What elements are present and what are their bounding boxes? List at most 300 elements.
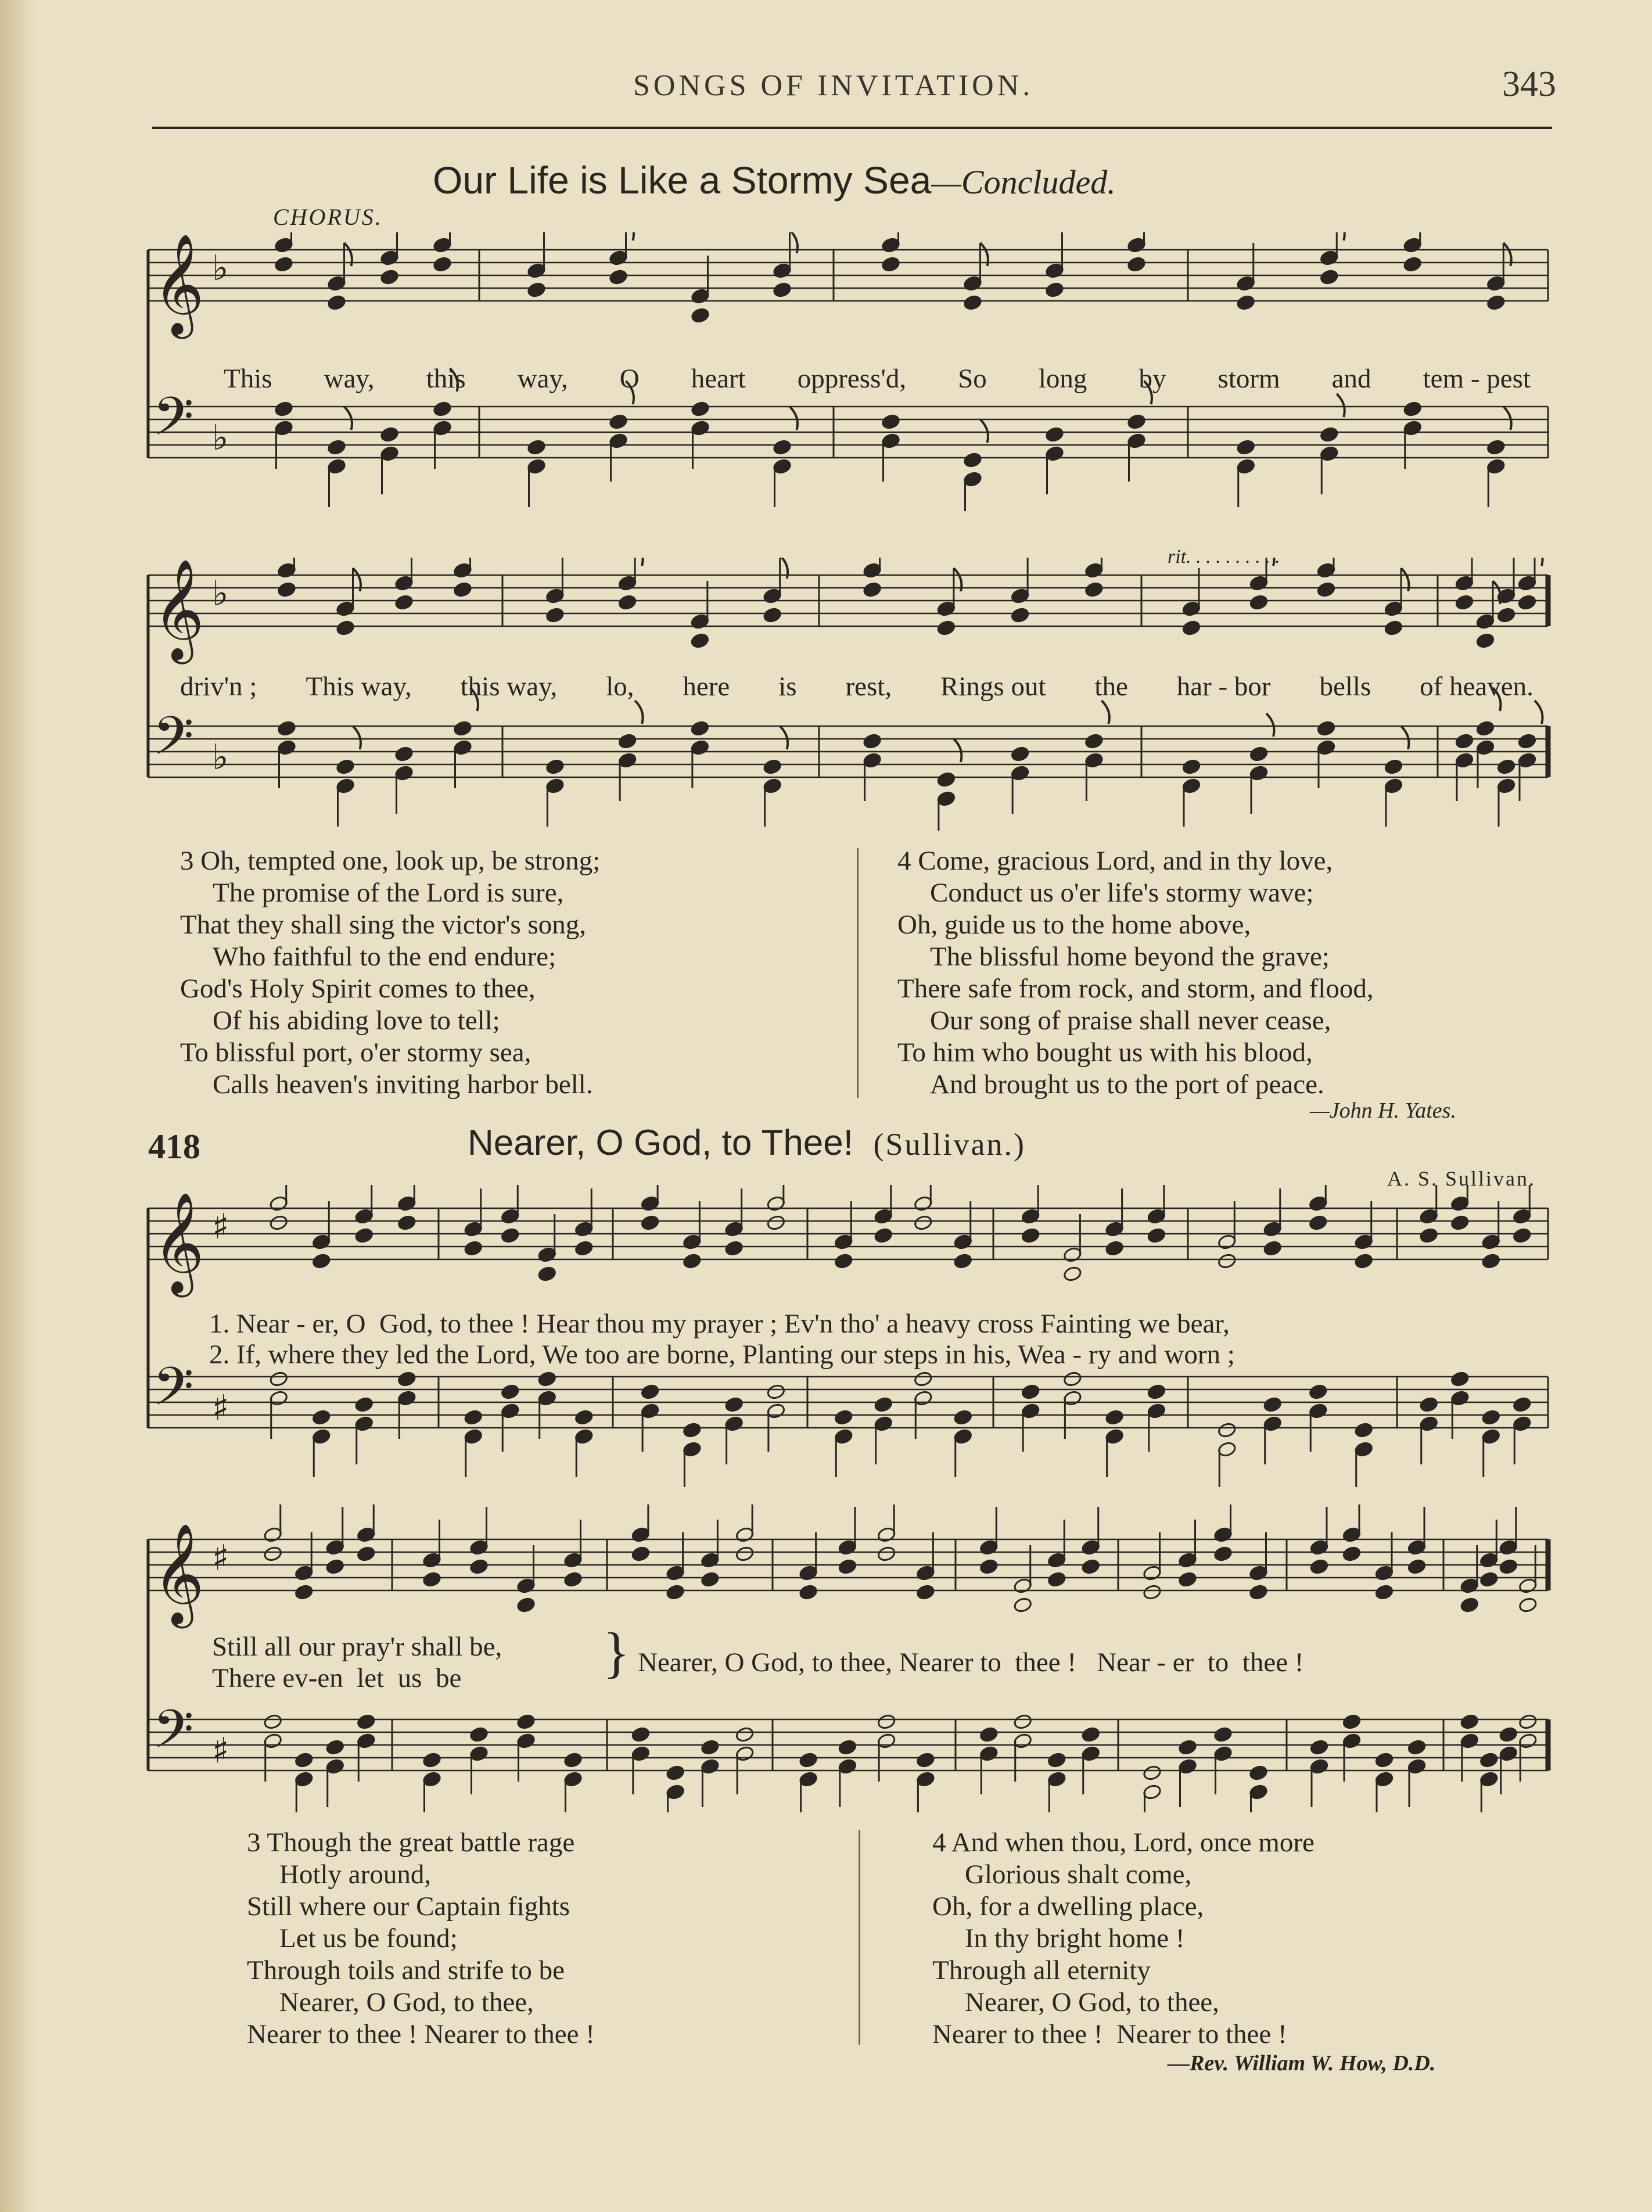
note-flag [344, 407, 353, 430]
hymn2-line-1: 1. Near - er, O God, to thee ! Hear thou my prayer ; Ev'n tho' a heavy cross Fainting we bear, [209, 1309, 1230, 1339]
hymn1-verse-3 [180, 845, 600, 1101]
hymn1-title: Our Life is Like a Stormy Sea—Concluded. [433, 159, 1116, 202]
hymn2-line-2: 2. If, where they led the Lord, We too are borne, Planting our steps in his, Wea - ry and worn ; [209, 1340, 1235, 1370]
note-head [1316, 581, 1335, 598]
note-head [735, 1546, 755, 1562]
note-head [1481, 1409, 1500, 1425]
note-head [1496, 607, 1515, 623]
note-flag [780, 726, 788, 749]
note-head [1105, 1240, 1124, 1256]
note-head [1374, 1584, 1394, 1600]
note-head [979, 1559, 999, 1575]
note-flag [981, 419, 989, 443]
note-flag [1337, 232, 1345, 240]
note-head [325, 1739, 344, 1755]
note-head [453, 581, 472, 598]
treble-clef-icon: 𝄞 [153, 1523, 204, 1624]
note-head [563, 1571, 583, 1588]
note-head [394, 746, 414, 762]
note-head [469, 1726, 489, 1743]
note-head [545, 607, 565, 623]
note-head [1143, 1765, 1162, 1781]
note-head [683, 1422, 702, 1438]
note-flag [954, 739, 962, 762]
hymn1-verse3-line: The promise of the Lord is sure, [213, 878, 564, 908]
note-head [1063, 1266, 1082, 1282]
lyric-syllable: bells [1319, 672, 1371, 702]
hymn2-verse4-line: Nearer to thee ! Nearer to thee ! [932, 2019, 1287, 2049]
hymn1-verse3-line: Of his abiding love to tell; [213, 1006, 500, 1036]
page-edge [0, 0, 35, 2212]
note-head [877, 1714, 896, 1730]
hymn2-verse4-line: Through all eternity [932, 1955, 1151, 1985]
note-head [1011, 607, 1030, 623]
note-head [1218, 1422, 1237, 1438]
note-head [916, 1752, 935, 1768]
note-head [1316, 720, 1335, 737]
note-head [799, 1584, 818, 1600]
note-flag [790, 407, 798, 430]
chorus-label: CHORUS. [273, 204, 383, 230]
hymn2-verse3-line: Through toils and strife to be [247, 1955, 565, 1985]
note-head [397, 1215, 416, 1231]
note-head [574, 1240, 594, 1256]
note-head [1479, 1752, 1499, 1768]
note-head [1181, 620, 1201, 636]
note-head [1081, 1559, 1100, 1575]
flat-icon: ♭ [212, 573, 229, 614]
hymn1-verse3-line: God's Holy Spirit comes to thee, [180, 974, 536, 1004]
note-head [701, 1739, 720, 1755]
note-head [1181, 759, 1201, 775]
note-head [1384, 759, 1403, 775]
note-head [724, 1396, 744, 1413]
note-head [277, 720, 296, 737]
note-head [618, 594, 637, 611]
note-head [1013, 1597, 1032, 1613]
note-head [1147, 1227, 1166, 1244]
note-head [618, 733, 637, 749]
note-head [1249, 1584, 1268, 1600]
flat-icon: ♭ [212, 418, 229, 458]
note-head [269, 1215, 288, 1231]
note-head [724, 1240, 744, 1256]
note-head [1475, 720, 1495, 737]
note-head [357, 1546, 376, 1562]
note-head [799, 1752, 818, 1768]
hymn2-title: Nearer, O God, to Thee! (Sullivan.) [468, 1123, 1026, 1163]
note-head [1045, 282, 1064, 298]
lyric-syllable: this way, [460, 672, 558, 702]
note-head [1460, 1597, 1479, 1613]
note-head [1263, 1396, 1282, 1413]
treble-clef-icon: 𝄞 [153, 234, 204, 335]
note-head [394, 594, 414, 611]
note-flag [635, 558, 643, 566]
refrain-line-c: Nearer, O God, to thee, Nearer to thee ! Near - er to thee ! [638, 1647, 1304, 1678]
note-head [1249, 594, 1268, 611]
note-head [1047, 1571, 1066, 1588]
note-head [274, 256, 293, 272]
note-head [936, 771, 956, 788]
note-head [516, 1597, 536, 1613]
note-head [874, 1396, 893, 1413]
note-head [916, 1584, 935, 1600]
hymn1-verse4-line: And brought us to the port of peace. [930, 1069, 1324, 1100]
note-head [1419, 1396, 1438, 1413]
flat-icon: ♭ [212, 737, 229, 778]
lyric-syllable: heart [691, 364, 746, 394]
note-head [545, 759, 565, 775]
bass-clef-icon: 𝄢 [153, 1699, 194, 1773]
note-head [1460, 1714, 1479, 1730]
note-head [380, 426, 399, 443]
note-head [609, 414, 628, 430]
hymn1-verse4-line: Conduct us o'er life's stormy wave; [930, 878, 1314, 908]
note-head [863, 733, 882, 749]
note-head [1309, 1739, 1328, 1755]
hymn1-verse4-line: There safe from rock, and storm, and flood, [897, 974, 1374, 1004]
note-head [422, 1752, 441, 1768]
lyric-syllable: This [224, 364, 272, 394]
page-number: 343 [1502, 64, 1556, 104]
note-head [574, 1409, 594, 1425]
note-head [1486, 295, 1506, 311]
note-head [327, 439, 346, 455]
lyric-brace: } [603, 1621, 630, 1683]
lyric-syllable: long [1038, 364, 1087, 394]
hymn1-verse4-line: 4 Come, gracious Lord, and in thy love, [897, 846, 1333, 876]
note-head [1513, 1227, 1532, 1244]
hymn1-verse4-line: The blissful home beyond the grave; [930, 942, 1330, 972]
note-head [1486, 439, 1506, 455]
note-head [357, 1714, 376, 1730]
hymn2-verse4-line: 4 And when thou, Lord, once more [932, 1827, 1315, 1858]
note-head [1499, 1726, 1518, 1743]
note-head [433, 401, 452, 417]
hymn2-verse3-line: Still where our Captain fights [247, 1891, 570, 1922]
note-head [1407, 1739, 1426, 1755]
note-head [1263, 1240, 1282, 1256]
note-head [516, 1714, 536, 1730]
note-head [881, 414, 900, 430]
note-head [666, 1765, 685, 1781]
note-head [1178, 1571, 1197, 1588]
note-head [1213, 1546, 1233, 1562]
note-flag [635, 701, 643, 724]
note-head [936, 620, 956, 636]
note-head [336, 620, 355, 636]
note-head [1384, 620, 1403, 636]
note-head [537, 1371, 556, 1387]
note-head [453, 720, 472, 737]
note-head [501, 1227, 520, 1244]
note-head [609, 269, 628, 285]
hymn1-verse3-line: To blissful port, o'er stormy sea, [180, 1037, 531, 1068]
hymn1-author: —John H. Yates. [1310, 1098, 1456, 1123]
note-head [1403, 256, 1422, 272]
note-head [263, 1714, 282, 1730]
hymn1-verse3-line: That they shall sing the victor's song, [180, 910, 587, 940]
note-head [631, 1546, 650, 1562]
note-head [766, 1215, 785, 1231]
hymn1-system2-lyrics [180, 671, 1534, 702]
note-head [1249, 746, 1268, 762]
note-head [834, 1409, 853, 1425]
lyric-syllable: rest, [845, 672, 892, 702]
note-head [1342, 1546, 1361, 1562]
hymn2-verse4-line: Glorious shalt come, [965, 1859, 1192, 1890]
note-head [1178, 1739, 1197, 1755]
note-head [1455, 733, 1474, 749]
hymn1-verse3-line: Who faithful to the end endure; [213, 942, 556, 972]
note-head [1419, 1227, 1438, 1244]
note-head [834, 1253, 853, 1269]
hymn2-verse4-line: Oh, for a dwelling place, [932, 1891, 1204, 1922]
note-head [877, 1546, 896, 1562]
note-head [1249, 1765, 1268, 1781]
note-flag [1401, 726, 1409, 749]
note-head [1518, 1597, 1538, 1613]
note-flag [1101, 701, 1109, 724]
note-head [1236, 295, 1255, 311]
note-head [690, 720, 709, 737]
hymn2-verse3-line: Nearer to thee ! Nearer to thee ! [247, 2019, 595, 2049]
note-head [773, 439, 792, 455]
note-head [464, 1409, 483, 1425]
lyric-syllable: is [778, 672, 797, 702]
note-head [1342, 1714, 1361, 1730]
note-head [1105, 1409, 1124, 1425]
verse-divider-2 [859, 1830, 860, 2045]
hymn2-verse3-line: Let us be found; [279, 1923, 458, 1954]
note-head [914, 1215, 933, 1231]
note-head [838, 1559, 857, 1575]
note-head [1517, 733, 1536, 749]
lyric-syllable: har - bor [1176, 672, 1271, 702]
note-head [1450, 1371, 1470, 1387]
note-head [1084, 733, 1104, 749]
note-head [979, 1726, 999, 1743]
note-head [1081, 1726, 1100, 1743]
note-head [1213, 1726, 1233, 1743]
note-head [1320, 269, 1339, 285]
note-flag [1337, 394, 1345, 417]
note-head [354, 1227, 374, 1244]
hymn2-verse-3 [247, 1827, 595, 2051]
note-head [1354, 1422, 1373, 1438]
note-head [1475, 633, 1495, 649]
note-head [433, 256, 452, 272]
lyric-syllable: here [683, 672, 730, 702]
note-head [1013, 1714, 1032, 1730]
note-head [631, 1726, 650, 1743]
hymn2-verse3-line: Nearer, O God, to thee, [279, 1987, 534, 2017]
note-head [295, 1752, 314, 1768]
hymn2-author: —Rev. William W. How, D.D. [1168, 2051, 1436, 2075]
note-head [1047, 1752, 1066, 1768]
note-head [963, 295, 982, 311]
hymn2-verse3-line: Hotly around, [279, 1859, 432, 1890]
note-head [274, 401, 293, 417]
note-head [1045, 426, 1064, 443]
sharp-icon: ♯ [212, 1538, 229, 1578]
verse-divider [857, 848, 859, 1098]
note-head [325, 1559, 344, 1575]
note-head [1479, 1571, 1499, 1588]
note-head [277, 581, 296, 598]
lyric-syllable: Rings out [940, 672, 1046, 702]
note-flag [1535, 558, 1543, 566]
lyric-syllable: O [619, 364, 640, 394]
note-head [953, 1253, 972, 1269]
note-head [1063, 1371, 1082, 1387]
note-head [691, 307, 710, 324]
hymn2-verse4-line: In thy bright home ! [965, 1923, 1185, 1954]
note-head [1496, 759, 1515, 775]
sharp-icon: ♯ [212, 1206, 229, 1247]
note-head [1309, 1215, 1328, 1231]
note-head [735, 1726, 755, 1743]
note-head [312, 1253, 331, 1269]
flat-icon: ♭ [212, 248, 229, 289]
note-head [1481, 1253, 1500, 1269]
note-head [1127, 414, 1146, 430]
note-head [354, 1396, 374, 1413]
note-flag [1535, 701, 1543, 724]
lyric-syllable: storm [1218, 364, 1280, 394]
lyric-syllable: way, [517, 364, 568, 394]
lyric-syllable: and [1331, 364, 1371, 394]
note-head [763, 607, 782, 623]
note-head [269, 1371, 288, 1387]
composer: A. S. Sullivan. [1387, 1167, 1536, 1190]
note-head [1147, 1384, 1166, 1400]
treble-clef-icon: 𝄞 [153, 559, 204, 660]
note-head [263, 1546, 282, 1562]
running-head: SONGS OF INVITATION. [633, 69, 1034, 102]
note-head [327, 295, 346, 311]
note-head [1127, 256, 1146, 272]
lyric-syllable: this [426, 364, 466, 394]
refrain-line-b: There ev-en let us be [212, 1663, 462, 1693]
note-head [863, 581, 882, 598]
note-head [963, 452, 982, 468]
bass-clef-icon: 𝄢 [153, 705, 194, 780]
note-head [641, 1384, 660, 1400]
treble-clef-icon: 𝄞 [153, 1192, 204, 1293]
note-head [953, 1409, 972, 1425]
note-head [773, 282, 792, 298]
hymn2-verse4-line: Nearer, O God, to thee, [965, 1987, 1219, 2017]
hymn1-verse3-line: Calls heaven's inviting harbor bell. [213, 1069, 593, 1100]
sharp-icon: ♯ [212, 1388, 229, 1428]
note-head [701, 1571, 720, 1588]
note-head [1513, 1396, 1532, 1413]
note-head [1084, 581, 1104, 598]
note-head [1218, 1253, 1237, 1269]
note-head [1011, 746, 1030, 762]
lyric-syllable: of heaven. [1420, 672, 1534, 702]
note-head [1021, 1227, 1040, 1244]
lyric-syllable: This way, [306, 672, 412, 702]
lyric-syllable: by [1139, 364, 1166, 394]
note-head [641, 1215, 660, 1231]
note-head [1450, 1215, 1470, 1231]
bass-clef-icon: 𝄢 [153, 386, 194, 460]
note-head [1320, 426, 1339, 443]
note-head [1518, 1714, 1538, 1730]
hymn2-verse-4 [932, 1827, 1315, 2051]
hymn1-system1-lyrics [224, 363, 1531, 394]
note-head [1021, 1384, 1040, 1400]
note-head [295, 1584, 314, 1600]
header-rule [152, 127, 1552, 129]
note-head [763, 759, 782, 775]
note-head [683, 1253, 702, 1269]
note-head [380, 269, 399, 285]
hymn-number: 418 [148, 1127, 200, 1166]
sharp-icon: ♯ [212, 1730, 229, 1771]
hymn1-verse-4 [897, 845, 1374, 1101]
note-head [563, 1752, 583, 1768]
note-head [464, 1240, 483, 1256]
note-head [422, 1571, 441, 1588]
lyric-syllable: So [958, 364, 987, 394]
note-head [874, 1227, 893, 1244]
refrain-line-a: Still all our pray'r shall be, [212, 1632, 502, 1662]
lyric-syllable: the [1094, 672, 1128, 702]
note-head [537, 1266, 556, 1282]
note-head [1403, 401, 1422, 417]
note-flag [353, 726, 361, 749]
note-flag [1503, 407, 1511, 430]
note-flag [1266, 558, 1274, 566]
note-head [1407, 1559, 1426, 1575]
lyric-syllable: way, [324, 364, 375, 394]
note-head [914, 1371, 933, 1387]
hymn1-verse3-line: 3 Oh, tempted one, look up, be strong; [180, 846, 601, 876]
note-head [1517, 594, 1536, 611]
note-head [690, 633, 709, 649]
note-head [527, 282, 546, 298]
note-head [1309, 1384, 1328, 1400]
note-head [501, 1384, 520, 1400]
note-head [1143, 1584, 1162, 1600]
note-flag [1266, 713, 1274, 737]
hymn1-verse4-line: To him who bought us with his blood, [897, 1037, 1313, 1068]
hymn2-verse3-line: 3 Though the great battle rage [247, 1827, 575, 1858]
lyric-syllable: driv'n ; [180, 672, 257, 702]
note-head [666, 1584, 685, 1600]
hymn1-verse4-line: Our song of praise shall never cease, [930, 1006, 1331, 1036]
note-head [691, 401, 710, 417]
note-head [838, 1739, 857, 1755]
hymn1-verse4-line: Oh, guide us to the home above, [897, 910, 1251, 940]
note-head [1455, 594, 1474, 611]
bass-clef-icon: 𝄢 [153, 1356, 194, 1430]
note-head [312, 1409, 331, 1425]
note-head [397, 1371, 416, 1387]
lyric-syllable: lo, [606, 672, 634, 702]
lyric-syllable: tem - pest [1423, 364, 1531, 394]
note-head [336, 759, 355, 775]
note-head [1499, 1559, 1518, 1575]
note-head [881, 256, 900, 272]
note-head [1309, 1559, 1328, 1575]
note-head [1374, 1752, 1394, 1768]
note-head [766, 1384, 785, 1400]
